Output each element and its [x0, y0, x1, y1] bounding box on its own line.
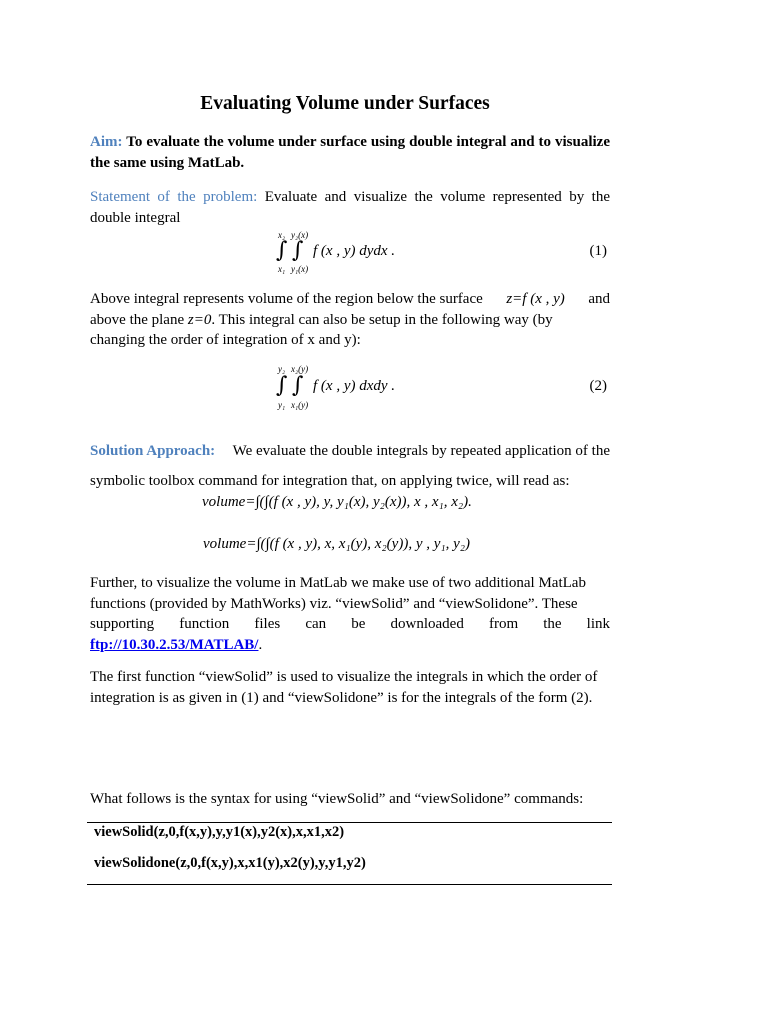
- eq2-inner-upper-limit: x₂(y): [291, 364, 309, 374]
- further-line-3: supporting function files can be downloaded from the link: [90, 616, 610, 632]
- eq2-outer-upper-limit: y₂: [278, 364, 286, 374]
- solution-line-2: symbolic toolbox command for integration that, on applying twice, will read as:: [90, 473, 570, 489]
- eq1-number: (1): [589, 243, 607, 259]
- further-line-2: functions (provided by MathWorks) viz. “viewSolid” and “viewSolidone”. These: [90, 595, 578, 612]
- eq2-outer-lower-limit: y₁: [278, 400, 286, 410]
- above-line-1: [90, 289, 610, 310]
- eq1-outer-integral-sign: ∫: [276, 238, 288, 263]
- further-line-1: Further, to visualize the volume in MatLab we make use of two additional MatLab: [90, 575, 586, 591]
- further-paragraph: [90, 573, 610, 655]
- eq1-inner-integral-sign: ∫: [292, 238, 304, 263]
- eq2-inner-integral-sign: ∫: [292, 373, 304, 398]
- eq2-integrand: f (x , y) dxdy .: [313, 378, 396, 394]
- above-line-2-end: . This integral can also be setup in the following way (by: [211, 311, 553, 328]
- first-function-paragraph: [90, 667, 610, 708]
- page-title: Evaluating Volume under Surfaces: [200, 93, 490, 114]
- eq2-number: (2): [589, 378, 607, 394]
- eq1-integrand: f (x , y) dydx .: [313, 243, 396, 259]
- eq1-outer-lower-limit: x₁: [278, 264, 286, 274]
- eq1-inner-upper-limit: y₂(x): [291, 230, 309, 240]
- above-line-1-end: and: [588, 291, 610, 307]
- above-line-1-text: Above integral represents volume of the region below the surface: [90, 291, 483, 307]
- solution-paragraph: [90, 436, 610, 496]
- eq1-outer-upper-limit: x₂: [278, 230, 286, 240]
- surface-equation: z=f (x , y): [506, 291, 565, 307]
- above-line-2: [90, 310, 610, 331]
- command-viewsolidone: viewSolidone(z,0,f(x,y),x,x1(y),x2(y),y,y1,y2): [94, 855, 366, 871]
- aim-paragraph: [90, 132, 610, 173]
- above-line-3: changing the order of integration of x and y):: [90, 332, 361, 348]
- solution-line-1: [90, 436, 610, 466]
- command-bottom-rule: [87, 884, 612, 885]
- plane-equation: z=0: [187, 311, 212, 328]
- eq2-inner-lower-limit: x₁(y): [291, 400, 309, 410]
- aim-label: Aim:: [90, 134, 123, 150]
- solution-label: Solution Approach:: [90, 443, 216, 459]
- statement-label: Statement of the problem:: [90, 189, 258, 205]
- further-line-4: [90, 635, 610, 656]
- first-function-line-1: The first function “viewSolid” is used to visualize the integrals in which the order of: [90, 669, 598, 685]
- aim-text: To evaluate the volume under surface using double integral and to visualize the same using MatLab.: [90, 134, 610, 171]
- volume-equation-1: volume=∫(∫(f (x , y), y, y₁(x), y₂(x)), x , x₁, x₂).: [202, 494, 472, 510]
- syntax-intro: What follows is the syntax for using “viewSolid” and “viewSolidone” commands:: [90, 791, 584, 807]
- first-function-line-2: integration is as given in (1) and “viewSolidone” is for the integrals of the form (2).: [90, 689, 593, 706]
- eq2-outer-integral-sign: ∫: [276, 373, 288, 398]
- above-line-2-text: above the plane: [90, 311, 185, 328]
- solution-line-1-text: We evaluate the double integrals by repeated application of the: [232, 443, 610, 459]
- statement-paragraph: [90, 187, 610, 228]
- above-integral-paragraph: [90, 289, 610, 351]
- command-viewsolid: viewSolid(z,0,f(x,y),y,y1(x),y2(x),x,x1,x2): [94, 824, 345, 840]
- eq1-inner-lower-limit: y₁(x): [291, 264, 309, 274]
- link-suffix: .: [258, 636, 263, 653]
- volume-equation-2: volume=∫(∫(f (x , y), x, x₁(y), x₂(y)), y , y₁, y₂): [203, 536, 470, 552]
- statement-text: Evaluate and visualize the volume represented by the double integral: [90, 189, 610, 226]
- ftp-link[interactable]: ftp://10.30.2.53/MATLAB/: [90, 636, 259, 653]
- command-top-rule: [87, 822, 612, 823]
